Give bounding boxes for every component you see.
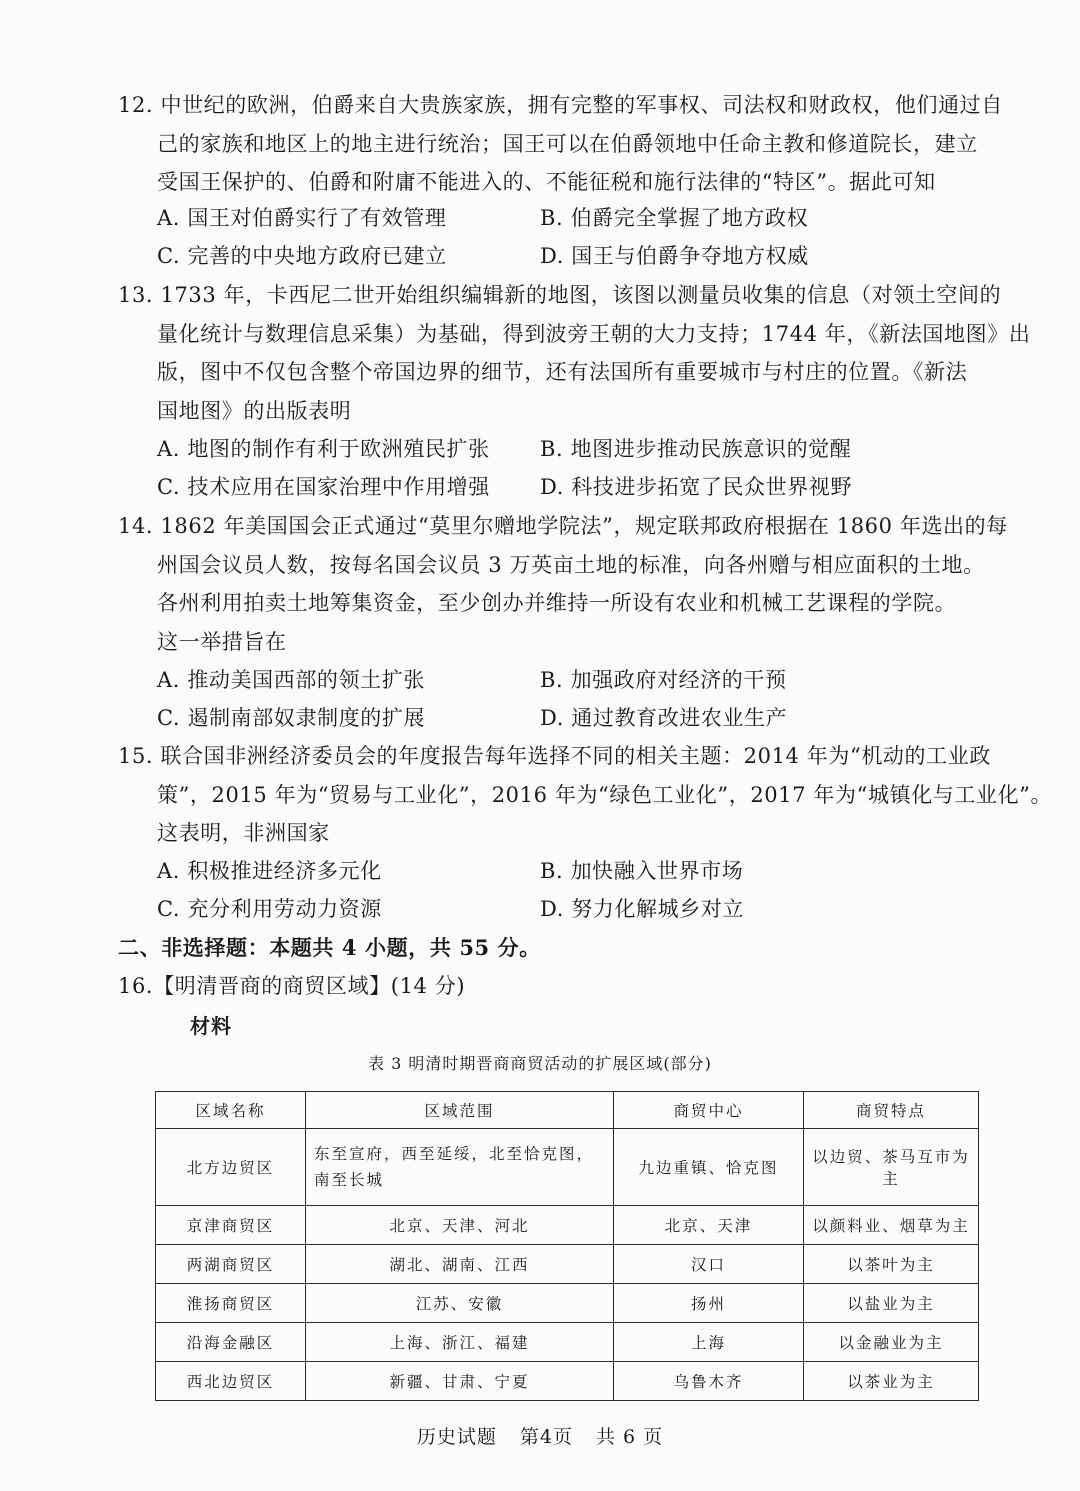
- table-cell: 以颜料业、烟草为主: [804, 1206, 979, 1245]
- table-cell: 九边重镇、恰克图: [614, 1129, 804, 1206]
- table-cell: 扬州: [614, 1284, 804, 1323]
- table-cell: 以盐业为主: [804, 1284, 979, 1323]
- stem-line: 策”，2015 年为“贸易与工业化”，2016 年为“绿色工业化”，2017 年为“城镇化与工业化”。: [157, 782, 1053, 807]
- stem-line: 13. 1733 年，卡西尼二世开始组织编辑新的地图，该图以测量员收集的信息（对领土空间的: [118, 283, 1002, 307]
- stem-line: 国地图》的出版表明: [157, 398, 352, 423]
- table-cell: 淮扬商贸区: [156, 1284, 306, 1323]
- question-13-options-row-1: [157, 430, 977, 468]
- stem-line: 量化统计与数理信息采集）为基础，得到波旁王朝的大力支持；1744 年，《新法国地图》出: [157, 321, 1031, 346]
- option-d: D. 国王与伯爵争夺地方权威: [540, 244, 809, 268]
- stem-line: 15. 联合国非洲经济委员会的年度报告每年选择不同的相关主题：2014 年为“机动的工业政: [118, 744, 991, 768]
- question-14-options-row-1: [157, 661, 977, 699]
- table-header: 商贸中心: [614, 1092, 804, 1129]
- stem-line: 州国会议员人数，按每名国会议员 3 万英亩土地的标准，向各州赠与相应面积的土地。: [157, 552, 985, 577]
- table-cell: 上海: [614, 1323, 804, 1362]
- table-row: [156, 1323, 979, 1362]
- page-footer: [0, 1422, 1080, 1452]
- table-header-row: [156, 1092, 979, 1129]
- option-c: C. 充分利用劳动力资源: [157, 897, 382, 921]
- section-title: 二、非选择题：本题共 4 小题，共 55 分。: [118, 935, 541, 960]
- table-header: 区域名称: [156, 1092, 306, 1129]
- question-14-stem: [118, 507, 1008, 661]
- table-cell: 上海、浙江、福建: [306, 1323, 614, 1362]
- option-c: C. 遏制南部奴隶制度的扩展: [157, 706, 426, 730]
- option-c: C. 完善的中央地方政府已建立: [157, 244, 447, 268]
- option-a: A. 推动美国西部的领土扩张: [157, 668, 425, 692]
- table-cell: 北京、天津: [614, 1206, 804, 1245]
- table-cell: 西北边贸区: [156, 1362, 306, 1401]
- question-12-options-row-1: [157, 199, 977, 237]
- option-d: D. 努力化解城乡对立: [540, 897, 745, 921]
- option-d: D. 通过教育改进农业生产: [540, 706, 788, 730]
- table-cell: 北方边贸区: [156, 1129, 306, 1206]
- stem-line: 这表明，非洲国家: [157, 821, 330, 845]
- footer-total: 共 6 页: [596, 1426, 664, 1448]
- question-14-options-row-2: [157, 699, 977, 737]
- table-cell: 新疆、甘肃、宁夏: [306, 1362, 614, 1401]
- table-cell: 东至宣府，西至延绥，北至恰克图，南至长城: [306, 1129, 614, 1206]
- table-cell: 北京、天津、河北: [306, 1206, 614, 1245]
- table-cell: 沿海金融区: [156, 1323, 306, 1362]
- table-header: 区域范围: [306, 1092, 614, 1129]
- option-a: A. 积极推进经济多元化: [157, 859, 382, 883]
- option-d: D. 科技进步拓宽了民众世界视野: [540, 475, 853, 499]
- table-cell: 湖北、湖南、江西: [306, 1245, 614, 1284]
- table-cell: 汉口: [614, 1245, 804, 1284]
- question-12-stem: [118, 86, 1003, 202]
- question-16-title: 16.【明清晋商的商贸区域】(14 分): [118, 974, 466, 998]
- table-row: [156, 1245, 979, 1284]
- table-cell: 江苏、安徽: [306, 1284, 614, 1323]
- stem-line: 12. 中世纪的欧洲，伯爵来自大贵族家族，拥有完整的军事权、司法权和财政权，他们通过自: [118, 93, 1003, 117]
- table-cell: 以边贸、茶马互市为主: [804, 1129, 979, 1206]
- option-b: B. 伯爵完全掌握了地方政权: [540, 206, 809, 230]
- stem-line: 己的家族和地区上的地主进行统治；国王可以在伯爵领地中任命主教和修道院长，建立: [157, 131, 978, 156]
- table-cell: 两湖商贸区: [156, 1245, 306, 1284]
- trade-region-table: [155, 1091, 979, 1401]
- option-b: B. 加强政府对经济的干预: [540, 668, 787, 692]
- table-cell: 乌鲁木齐: [614, 1362, 804, 1401]
- question-15-stem: [118, 737, 1053, 853]
- question-15-options-row-2: [157, 890, 977, 928]
- question-12-options-row-2: [157, 237, 977, 275]
- stem-line: 版，图中不仅包含整个帝国边界的细节，还有法国所有重要城市与村庄的位置。《新法: [157, 360, 968, 384]
- table-caption: 表 3 明清时期晋商商贸活动的扩展区域(部分): [368, 1054, 712, 1073]
- option-a: A. 地图的制作有利于欧洲殖民扩张: [157, 437, 490, 461]
- option-b: B. 加快融入世界市场: [540, 859, 744, 883]
- stem-line: 各州利用拍卖土地筹集资金，至少创办并维持一所设有农业和机械工艺课程的学院。: [157, 591, 957, 615]
- question-13-options-row-2: [157, 468, 977, 506]
- footer-page: 第4页: [519, 1426, 573, 1448]
- table-cell: 以茶叶为主: [804, 1245, 979, 1284]
- table-row: [156, 1206, 979, 1245]
- table-cell: 以茶业为主: [804, 1362, 979, 1401]
- table-cell: 以金融业为主: [804, 1323, 979, 1362]
- option-b: B. 地图进步推动民族意识的觉醒: [540, 437, 852, 461]
- question-15-options-row-1: [157, 852, 977, 890]
- material-label: 材料: [190, 1014, 232, 1038]
- table-row: [156, 1284, 979, 1323]
- table-cell: 京津商贸区: [156, 1206, 306, 1245]
- question-13-stem: [118, 276, 1031, 430]
- option-a: A. 国王对伯爵实行了有效管理: [157, 206, 447, 230]
- stem-line: 这一举措旨在: [157, 629, 287, 654]
- table-header: 商贸特点: [804, 1092, 979, 1129]
- table-row: [156, 1362, 979, 1401]
- footer-subject: 历史试题: [416, 1426, 497, 1448]
- stem-line: 14. 1862 年美国国会正式通过“莫里尔赠地学院法”，规定联邦政府根据在 1860 年选出的每: [118, 514, 1008, 538]
- option-c: C. 技术应用在国家治理中作用增强: [157, 475, 490, 499]
- table-row: [156, 1129, 979, 1206]
- stem-line: 受国王保护的、伯爵和附庸不能进入的、不能征税和施行法律的“特区”。据此可知: [157, 170, 936, 194]
